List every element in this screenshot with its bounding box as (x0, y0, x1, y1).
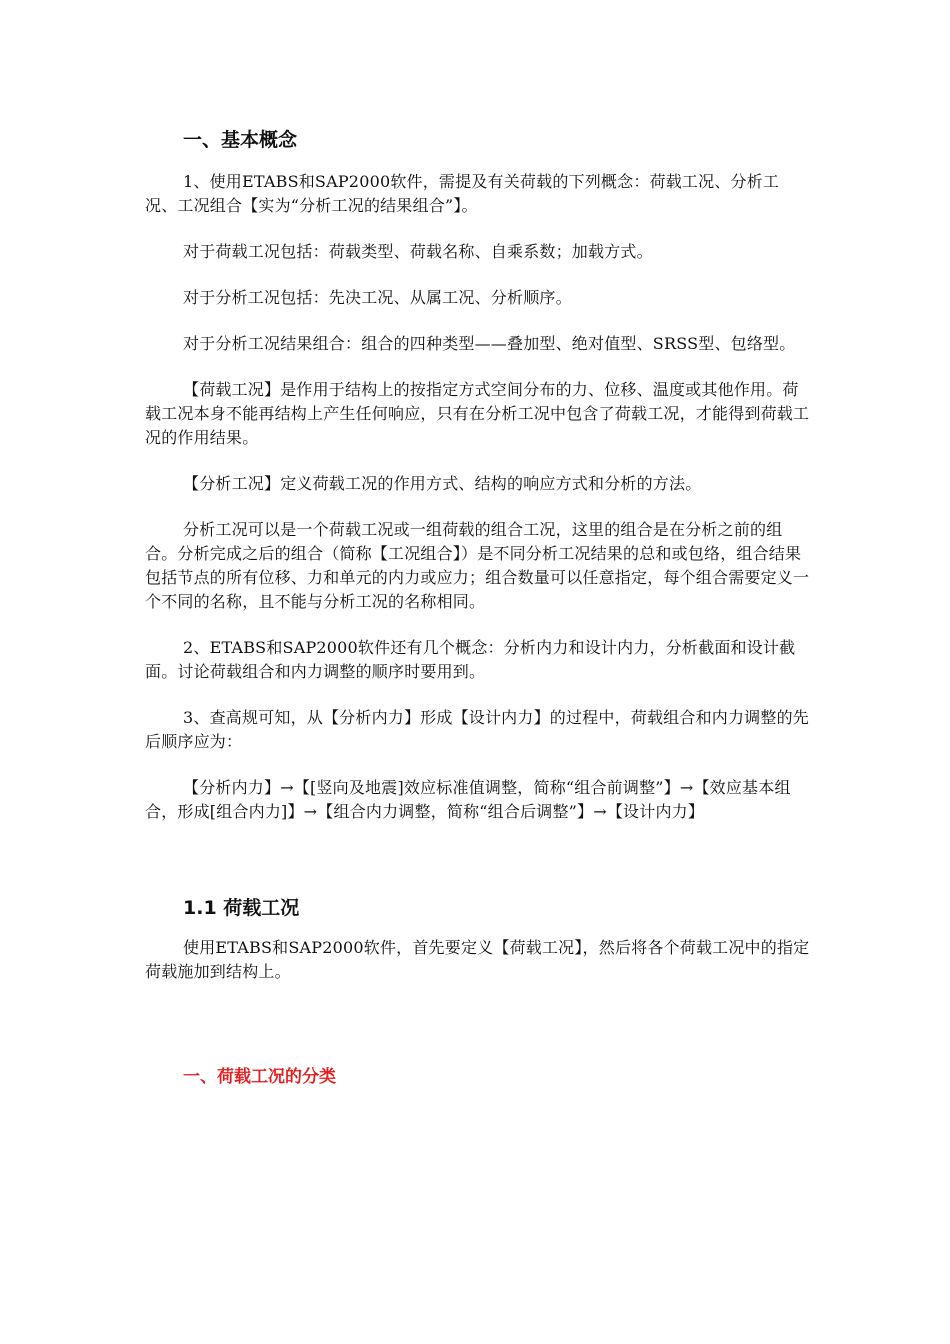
paragraph-11: 使用ETABS和SAP2000软件，首先要定义【荷载工况】，然后将各个荷载工况中的指定荷载施加到结构上。 (145, 938, 810, 981)
paragraph-1: 1、使用ETABS和SAP2000软件，需提及有关荷载的下列概念：荷载工况、分析工况、工况组合【实为“分析工况的结果组合”】。 (145, 172, 780, 215)
document-body (145, 128, 810, 1088)
paragraph-3: 对于分析工况包括：先决工况、从属工况、分析顺序。 (183, 288, 572, 307)
paragraph-9: 3、查高规可知，从【分析内力】形成【设计内力】的过程中，荷载组合和内力调整的先后顺序应为： (145, 708, 809, 751)
paragraph-2: 对于荷载工况包括：荷载类型、荷载名称、自乘系数；加载方式。 (183, 242, 653, 261)
paragraph-5: 【荷载工况】是作用于结构上的按指定方式空间分布的力、位移、温度或其他作用。荷载工况本身不能再结构上产生任何响应，只有在分析工况中包含了荷载工况，才能得到荷载工况的作用结果。 (145, 380, 810, 447)
paragraph-4: 对于分析工况结果组合：组合的四种类型——叠加型、绝对值型、SRSS型、包络型。 (183, 334, 796, 353)
spacer (145, 846, 810, 896)
section-heading-load-case-classification: 一、荷载工况的分类 (183, 1067, 336, 1087)
spacer (145, 1006, 810, 1066)
paragraph-6: 【分析工况】定义荷载工况的作用方式、结构的响应方式和分析的方法。 (183, 474, 702, 493)
paragraph-10: 【分析内力】→【[竖向及地震]效应标准值调整，简称“组合前调整”】→【效应基本组合，形成[组合内力]】→【组合内力调整，简称“组合后调整”】→【设计内力】 (145, 778, 791, 821)
paragraph-7: 分析工况可以是一个荷载工况或一组荷载的组合工况，这里的组合是在分析之前的组合。分析完成之后的组合（简称【工况组合】）是不同分析工况结果的总和或包络，组合结果包括节点的所有位移、力和单元的内力或应力；组合数量可以任意指定，每个组合需要定义一个不同的名称，且不能与分析工况的名称相同。 (145, 520, 810, 611)
section-heading-basic-concepts: 一、基本概念 (183, 129, 298, 151)
section-heading-load-cases: 1.1 荷载工况 (183, 897, 300, 919)
paragraph-8: 2、ETABS和SAP2000软件还有几个概念：分析内力和设计内力，分析截面和设计截面。讨论荷载组合和内力调整的顺序时要用到。 (145, 638, 796, 681)
